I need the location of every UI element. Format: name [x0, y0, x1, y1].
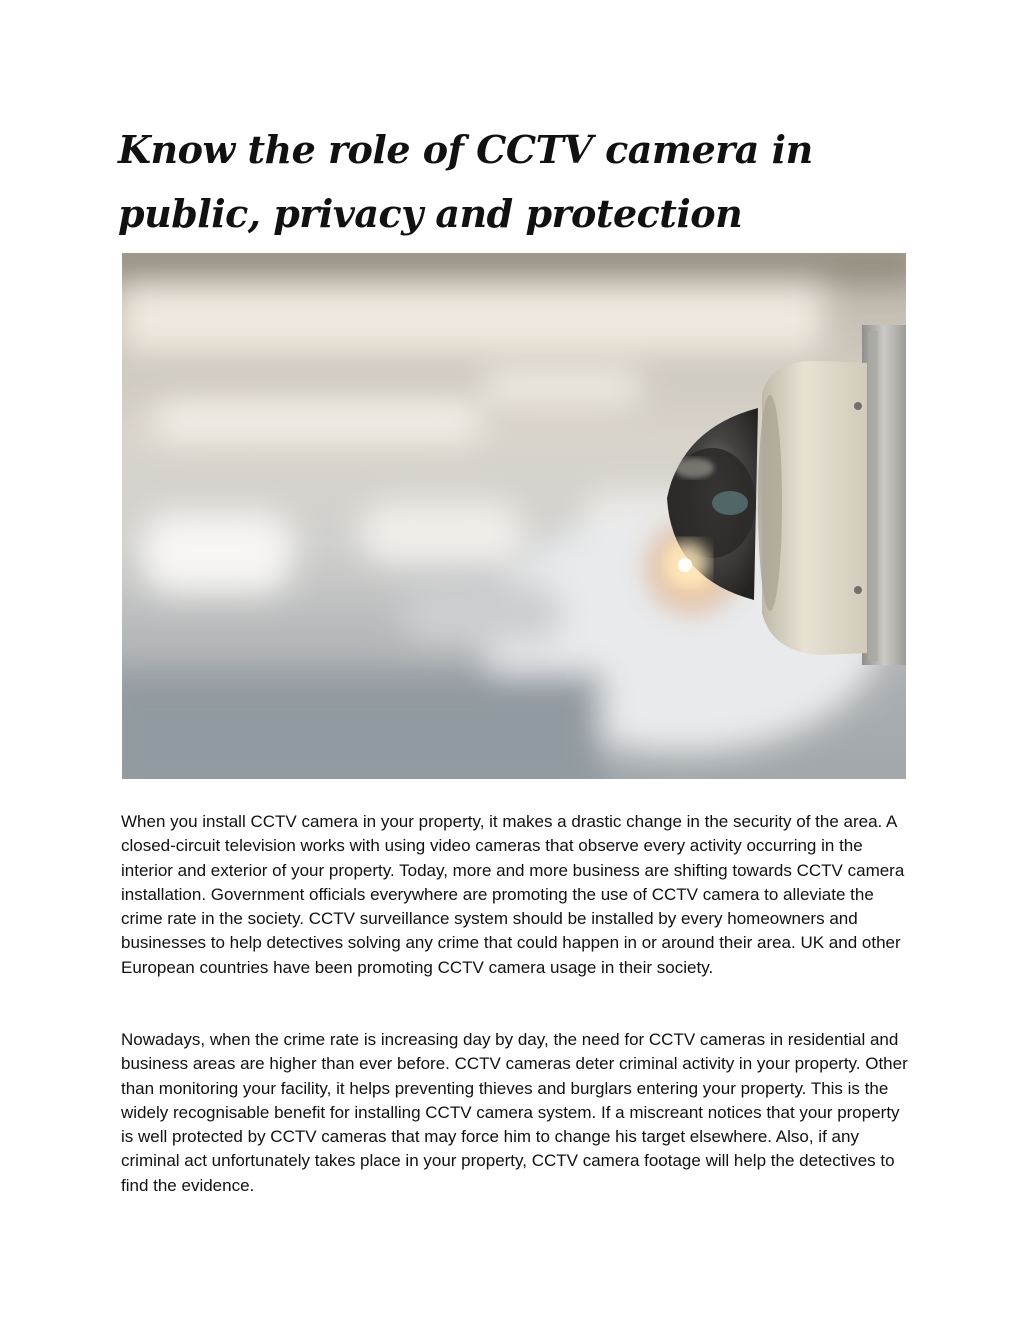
page-title: Know the role of CCTV camera in public, privacy and protection — [118, 127, 813, 236]
cctv-dome-camera-photo-icon — [122, 253, 906, 779]
body-paragraph-1: When you install CCTV camera in your property, it makes a drastic change in the security of the area. A closed-circuit television works with using video cameras that observe every activity occurring in the interior and exterior of your property. Today, more and more business are shifting towards CCTV camera installation. Government officials everywhere are promoting the use of CCTV camera to alleviate the crime rate in the society. CCTV surveillance system should be installed by every homeowners and businesses to help detectives solving any crime that could happen in or around their area. UK and other European countries have been promoting CCTV camera usage in their society. — [121, 812, 905, 977]
cctv-camera-photo — [122, 253, 906, 779]
body-paragraph-2: Nowadays, when the crime rate is increasing day by day, the need for CCTV cameras in residential and business areas are higher than ever before. CCTV cameras deter criminal activity in your property. Other than monitoring your facility, it helps preventing thieves and burglars entering your property. This is the widely recognisable benefit for installing CCTV camera system. If a miscreant notices that your property is well protected by CCTV cameras that may force him to change his target elsewhere. Also, if any criminal act unfortunately takes place in your property, CCTV camera footage will help the detectives to find the evidence. — [121, 1030, 908, 1195]
